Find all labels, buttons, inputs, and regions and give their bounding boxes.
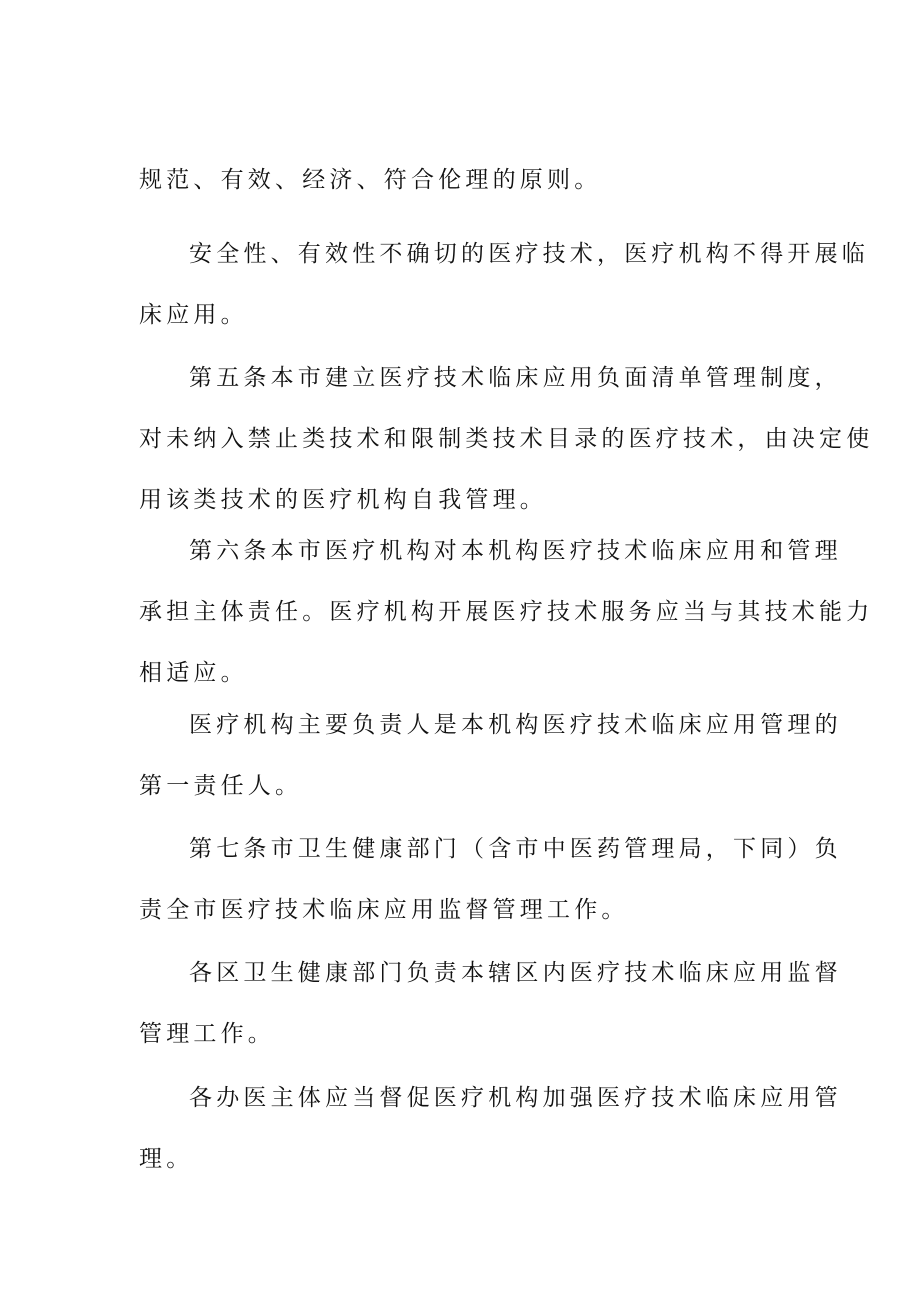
text-line: 第六条本市医疗机构对本机构医疗技术临床应用和管理	[189, 538, 842, 564]
text-line: 各区卫生健康部门负责本辖区内医疗技术临床应用监督	[189, 960, 842, 986]
text-line: 责全市医疗技术临床应用监督管理工作。	[139, 897, 629, 923]
paragraph-1	[139, 168, 779, 193]
text-line: 规范、有效、经济、符合伦理的原则。	[139, 167, 602, 193]
text-line: 各办医主体应当督促医疗机构加强医疗技术临床应用管	[189, 1085, 842, 1111]
paragraph-7	[139, 960, 842, 1047]
text-line: 第一责任人。	[139, 773, 303, 799]
text-line: 对未纳入禁止类技术和限制类技术目录的医疗技术，由决定使	[139, 426, 874, 452]
text-line: 医疗机构主要负责人是本机构医疗技术临床应用管理的	[189, 712, 842, 738]
paragraph-8	[139, 1085, 842, 1172]
paragraph-6	[139, 836, 842, 923]
text-line: 第五条本市建立医疗技术临床应用负面清单管理制度，	[189, 365, 842, 391]
paragraph-3	[139, 365, 874, 513]
text-line: 相适应。	[139, 660, 248, 686]
paragraph-2	[139, 241, 869, 328]
paragraph-5	[139, 712, 842, 799]
text-line: 承担主体责任。医疗机构开展医疗技术服务应当与其技术能力	[139, 599, 874, 625]
paragraph-4	[139, 538, 874, 686]
text-line: 第七条市卫生健康部门（含市中医药管理局，下同）负	[189, 836, 842, 862]
text-line: 用该类技术的医疗机构自我管理。	[139, 487, 547, 513]
text-line: 管理工作。	[139, 1021, 275, 1047]
text-line: 安全性、有效性不确切的医疗技术，医疗机构不得开展临	[189, 241, 869, 267]
text-line: 床应用。	[139, 302, 248, 328]
text-line: 理。	[139, 1146, 194, 1172]
